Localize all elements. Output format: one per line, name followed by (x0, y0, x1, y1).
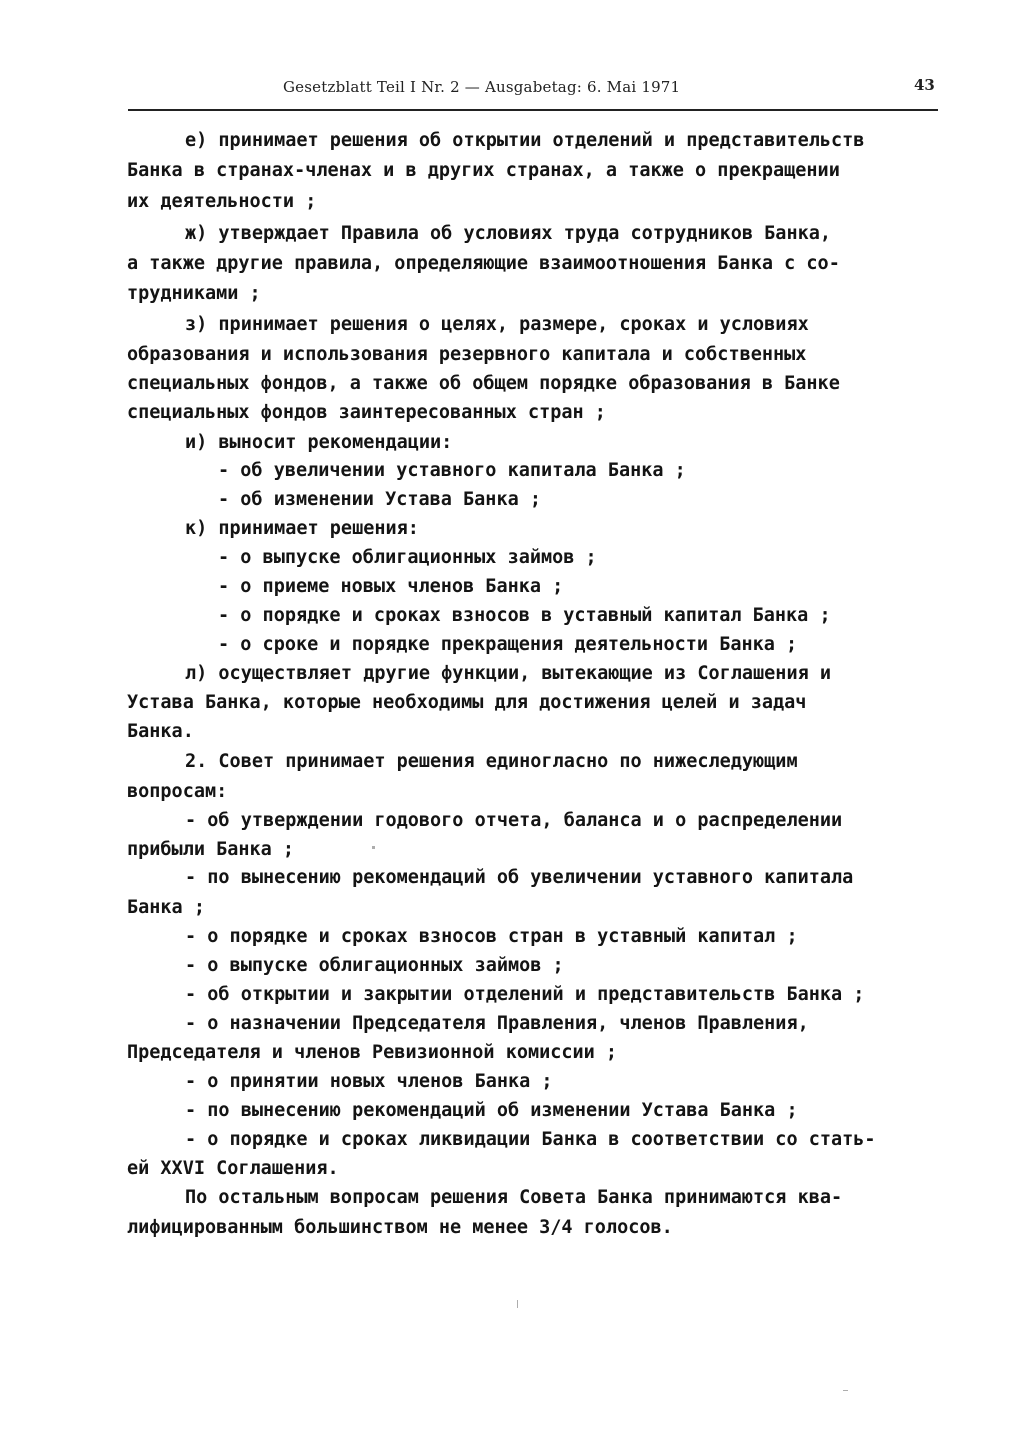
text-line: Банка ; (127, 897, 205, 918)
text-line: е) принимает решения об открытии отделений и представительств (185, 130, 865, 151)
text-line: Банка в странах-членах и в других странах, а также о прекращении (127, 160, 840, 181)
text-line: ж) утверждает Правила об условиях труда сотрудников Банка, (185, 223, 832, 244)
text-line: и) выносит рекомендации: (185, 432, 453, 453)
text-line: Банка. (127, 721, 194, 742)
text-line: - об изменении Устава Банка ; (218, 489, 542, 510)
text-line: - об увеличении уставного капитала Банка ; (218, 460, 686, 481)
text-line: - об утверждении годового отчета, баланса и о распределении (185, 810, 843, 831)
text-line: а также другие правила, определяющие взаимоотношения Банка с со- (127, 253, 840, 274)
text-line: - о выпуске облигационных займов ; (185, 955, 564, 976)
text-line: - о назначении Председателя Правления, членов Правления, (185, 1013, 809, 1034)
text-line: Председателя и членов Ревизионной комиссии ; (127, 1042, 618, 1063)
text-line: - о приеме новых членов Банка ; (218, 576, 564, 597)
text-line: ей XXVI Соглашения. (127, 1158, 339, 1179)
text-line: трудниками ; (127, 283, 261, 304)
text-line: з) принимает решения о целях, размере, сроках и условиях (185, 314, 809, 335)
text-line: По остальным вопросам решения Совета Банка принимаются ква- (185, 1187, 843, 1208)
scan-speck (372, 846, 375, 849)
text-line: л) осуществляет другие функции, вытекающие из Соглашения и (185, 663, 832, 684)
text-line: вопросам: (127, 781, 228, 802)
text-line: специальных фондов заинтересованных стран ; (127, 402, 606, 423)
text-line: специальных фондов, а также об общем порядке образования в Банке (127, 373, 840, 394)
text-line: образования и использования резервного капитала и собственных (127, 344, 807, 365)
text-line: 2. Совет принимает решения единогласно по нижеследующим (185, 751, 798, 772)
text-line: - о сроке и порядке прекращения деятельности Банка ; (218, 634, 798, 655)
scan-speck (843, 1390, 848, 1391)
text-line: лифицированным большинством не менее 3/4 голосов. (127, 1217, 673, 1238)
page-number: 43 (914, 76, 935, 94)
text-line: - о порядке и сроках взносов стран в уставный капитал ; (185, 926, 798, 947)
text-line: - о выпуске облигационных займов ; (218, 547, 597, 568)
text-line: - об открытии и закрытии отделений и представительств Банка ; (185, 984, 865, 1005)
text-line: - по вынесению рекомендаций об увеличении уставного капитала (185, 867, 854, 888)
text-line: - о порядке и сроках взносов в уставный капитал Банка ; (218, 605, 831, 626)
text-line: - о порядке и сроках ликвидации Банка в соответствии со стать- (185, 1129, 876, 1150)
text-line: к) принимает решения: (185, 518, 419, 539)
text-line: Устава Банка, которые необходимы для достижения целей и задач (127, 692, 807, 713)
scan-speck (517, 1300, 518, 1308)
text-line: их деятельности ; (127, 191, 317, 212)
text-line: - по вынесению рекомендаций об изменении Устава Банка ; (185, 1100, 798, 1121)
text-line: прибыли Банка ; (127, 839, 295, 860)
running-head: Gesetzblatt Teil I Nr. 2 — Ausgabetag: 6. Mai 1971 (283, 78, 681, 96)
text-line: - о принятии новых членов Банка ; (185, 1071, 553, 1092)
